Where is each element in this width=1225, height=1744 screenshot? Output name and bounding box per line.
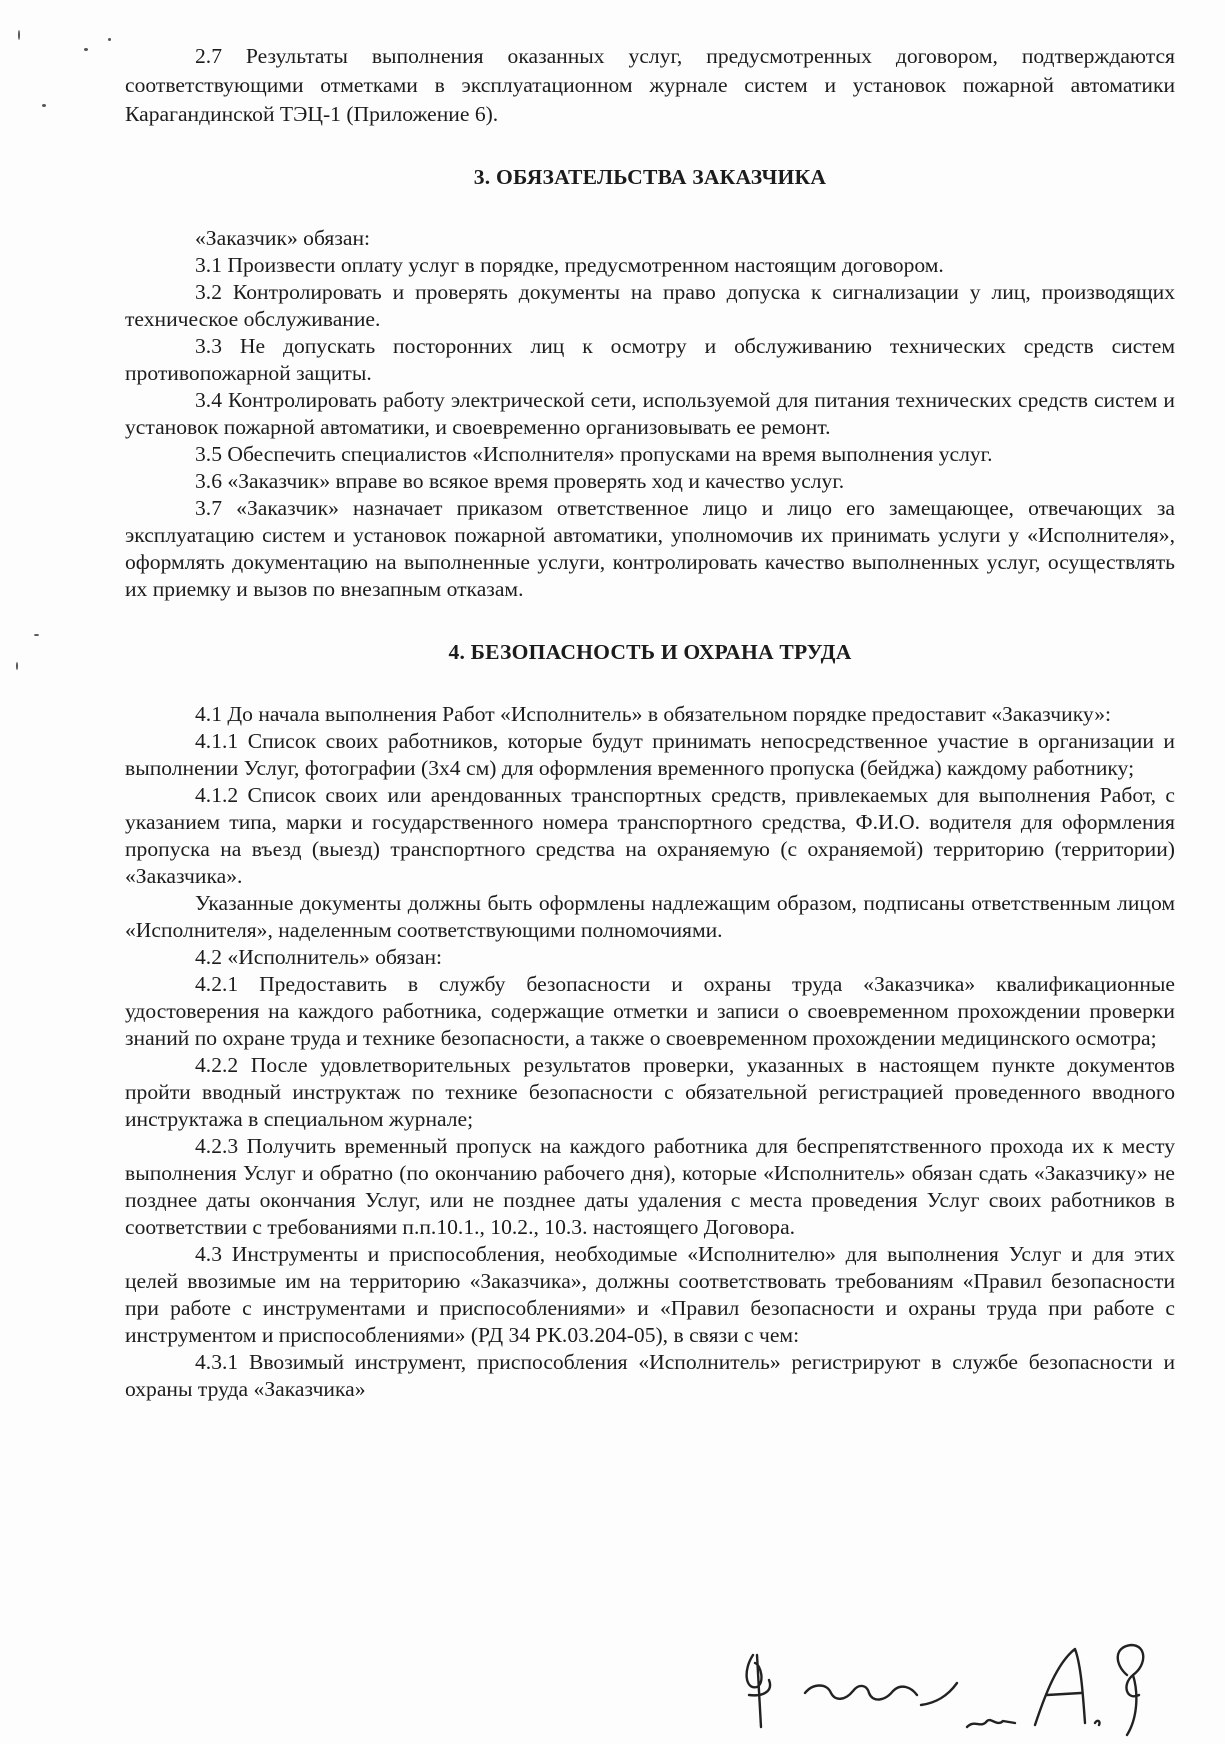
clause-4-2-1: 4.2.1 Предоставить в службу безопасности и охраны труда «Заказчика» квалификационные удостоверения на каждого работника, содержащие отметки и записи о своевременном прохождении проверки знаний по охране труда и технике безопасности, а также о своевременном прохождении медицинского осмотра; xyxy=(125,972,1175,1050)
scan-speck xyxy=(108,38,111,41)
scan-speck xyxy=(16,662,18,670)
scan-speck xyxy=(34,634,39,636)
clause-4-1: 4.1 До начала выполнения Работ «Исполнитель» в обязательном порядке предоставит «Заказчику»: xyxy=(195,702,1112,726)
scan-speck xyxy=(42,104,46,107)
clause-4-2-3: 4.2.3 Получить временный пропуск на каждого работника для беспрепятственного прохода их к месту выполнения Услуг и обратно (по окончанию рабочего дня), которые «Исполнитель» обязан сдать «Заказчику» не позднее даты окончания Услуг, или не позднее даты удаления с места проведения Услуг своих работников в соответствии с требованиями п.п.10.1., 10.2., 10.3. настоящего Договора. xyxy=(125,1134,1175,1239)
clause-3-2: 3.2 Контролировать и проверять документы на право допуска к сигнализации у лиц, производящих техническое обслуживание. xyxy=(125,280,1175,331)
section-3-intro: «Заказчик» обязан: xyxy=(195,226,370,250)
clause-4-3-1: 4.3.1 Ввозимый инструмент, приспособления «Исполнитель» регистрируют в службе безопасности и охраны труда «Заказчика» xyxy=(125,1350,1175,1401)
clause-2-7: 2.7 Результаты выполнения оказанных услуг, предусмотренных договором, подтверждаются соответствующими отметками в эксплуатационном журнале систем и установок пожарной автоматики Карагандинской ТЭЦ-1 (Приложение 6). xyxy=(125,44,1175,126)
section-4-heading: 4. БЕЗОПАСНОСТЬ И ОХРАНА ТРУДА xyxy=(448,640,852,664)
clause-3-7: 3.7 «Заказчик» назначает приказом ответственное лицо и лицо его замещающее, отвечающих за эксплуатацию систем и установок пожарной автоматики, уполномочив их принимать услуги у «Исполнителя», оформлять документацию на выполненные услуги, контролировать качество выполненных услуг, осуществлять их приемку и вызов по внезапным отказам. xyxy=(125,496,1175,601)
section-3-heading: 3. ОБЯЗАТЕЛЬСТВА ЗАКАЗЧИКА xyxy=(473,165,827,189)
clause-3-4: 3.4 Контролировать работу электрической сети, используемой для питания технических средств систем и установок пожарной автоматики, и своевременно организовывать ее ремонт. xyxy=(125,388,1175,439)
clause-3-6: 3.6 «Заказчик» вправе во всякое время проверять ход и качество услуг. xyxy=(195,469,845,493)
clause-4-1-1: 4.1.1 Список своих работников, которые будут принимать непосредственное участие в организации и выполнении Услуг, фотографии (3х4 см) для оформления временного пропуска (бейджа) каждому работнику; xyxy=(125,729,1175,780)
section-3-body xyxy=(125,225,1175,603)
clause-3-5: 3.5 Обеспечить специалистов «Исполнителя» пропусками на время выполнения услуг. xyxy=(195,442,993,466)
clause-4-1-note: Указанные документы должны быть оформлены надлежащим образом, подписаны ответственным лицом «Исполнителя», наделенным соответствующими полномочиями. xyxy=(125,891,1175,942)
handwritten-initials xyxy=(735,1635,1195,1744)
scan-speck xyxy=(84,48,88,51)
clause-3-1: 3.1 Произвести оплату услуг в порядке, предусмотренном настоящим договором. xyxy=(195,253,944,277)
clause-4-3: 4.3 Инструменты и приспособления, необходимые «Исполнителю» для выполнения Услуг и для этих целей ввозимые им на территорию «Заказчика», должны соответствовать требованиям «Правил безопасности при работе с инструментами и приспособлениями» и «Правил безопасности и охраны труда при работе с инструментом и приспособлениями» (РД 34 РК.03.204-05), в связи с чем: xyxy=(125,1242,1175,1347)
section-4-body xyxy=(125,701,1175,1403)
clause-4-1-2: 4.1.2 Список своих или арендованных транспортных средств, привлекаемых для выполнения Работ, с указанием типа, марки и государственного номера транспортного средства, Ф.И.О. водителя для оформления пропуска на въезд (выезд) транспортного средства на охраняемую (с охраняемой) территорию (территории) «Заказчика». xyxy=(125,783,1175,888)
clause-4-2-2: 4.2.2 После удовлетворительных результатов проверки, указанных в настоящем пункте документов пройти вводный инструктаж по технике безопасности с обязательной регистрацией проведенного вводного инструктажа в специальном журнале; xyxy=(125,1053,1175,1131)
clause-3-3: 3.3 Не допускать посторонних лиц к осмотру и обслуживанию технических средств систем противопожарной защиты. xyxy=(125,334,1175,385)
scan-speck xyxy=(18,30,20,40)
clause-4-2: 4.2 «Исполнитель» обязан: xyxy=(195,945,443,969)
document-page xyxy=(125,42,1175,1403)
